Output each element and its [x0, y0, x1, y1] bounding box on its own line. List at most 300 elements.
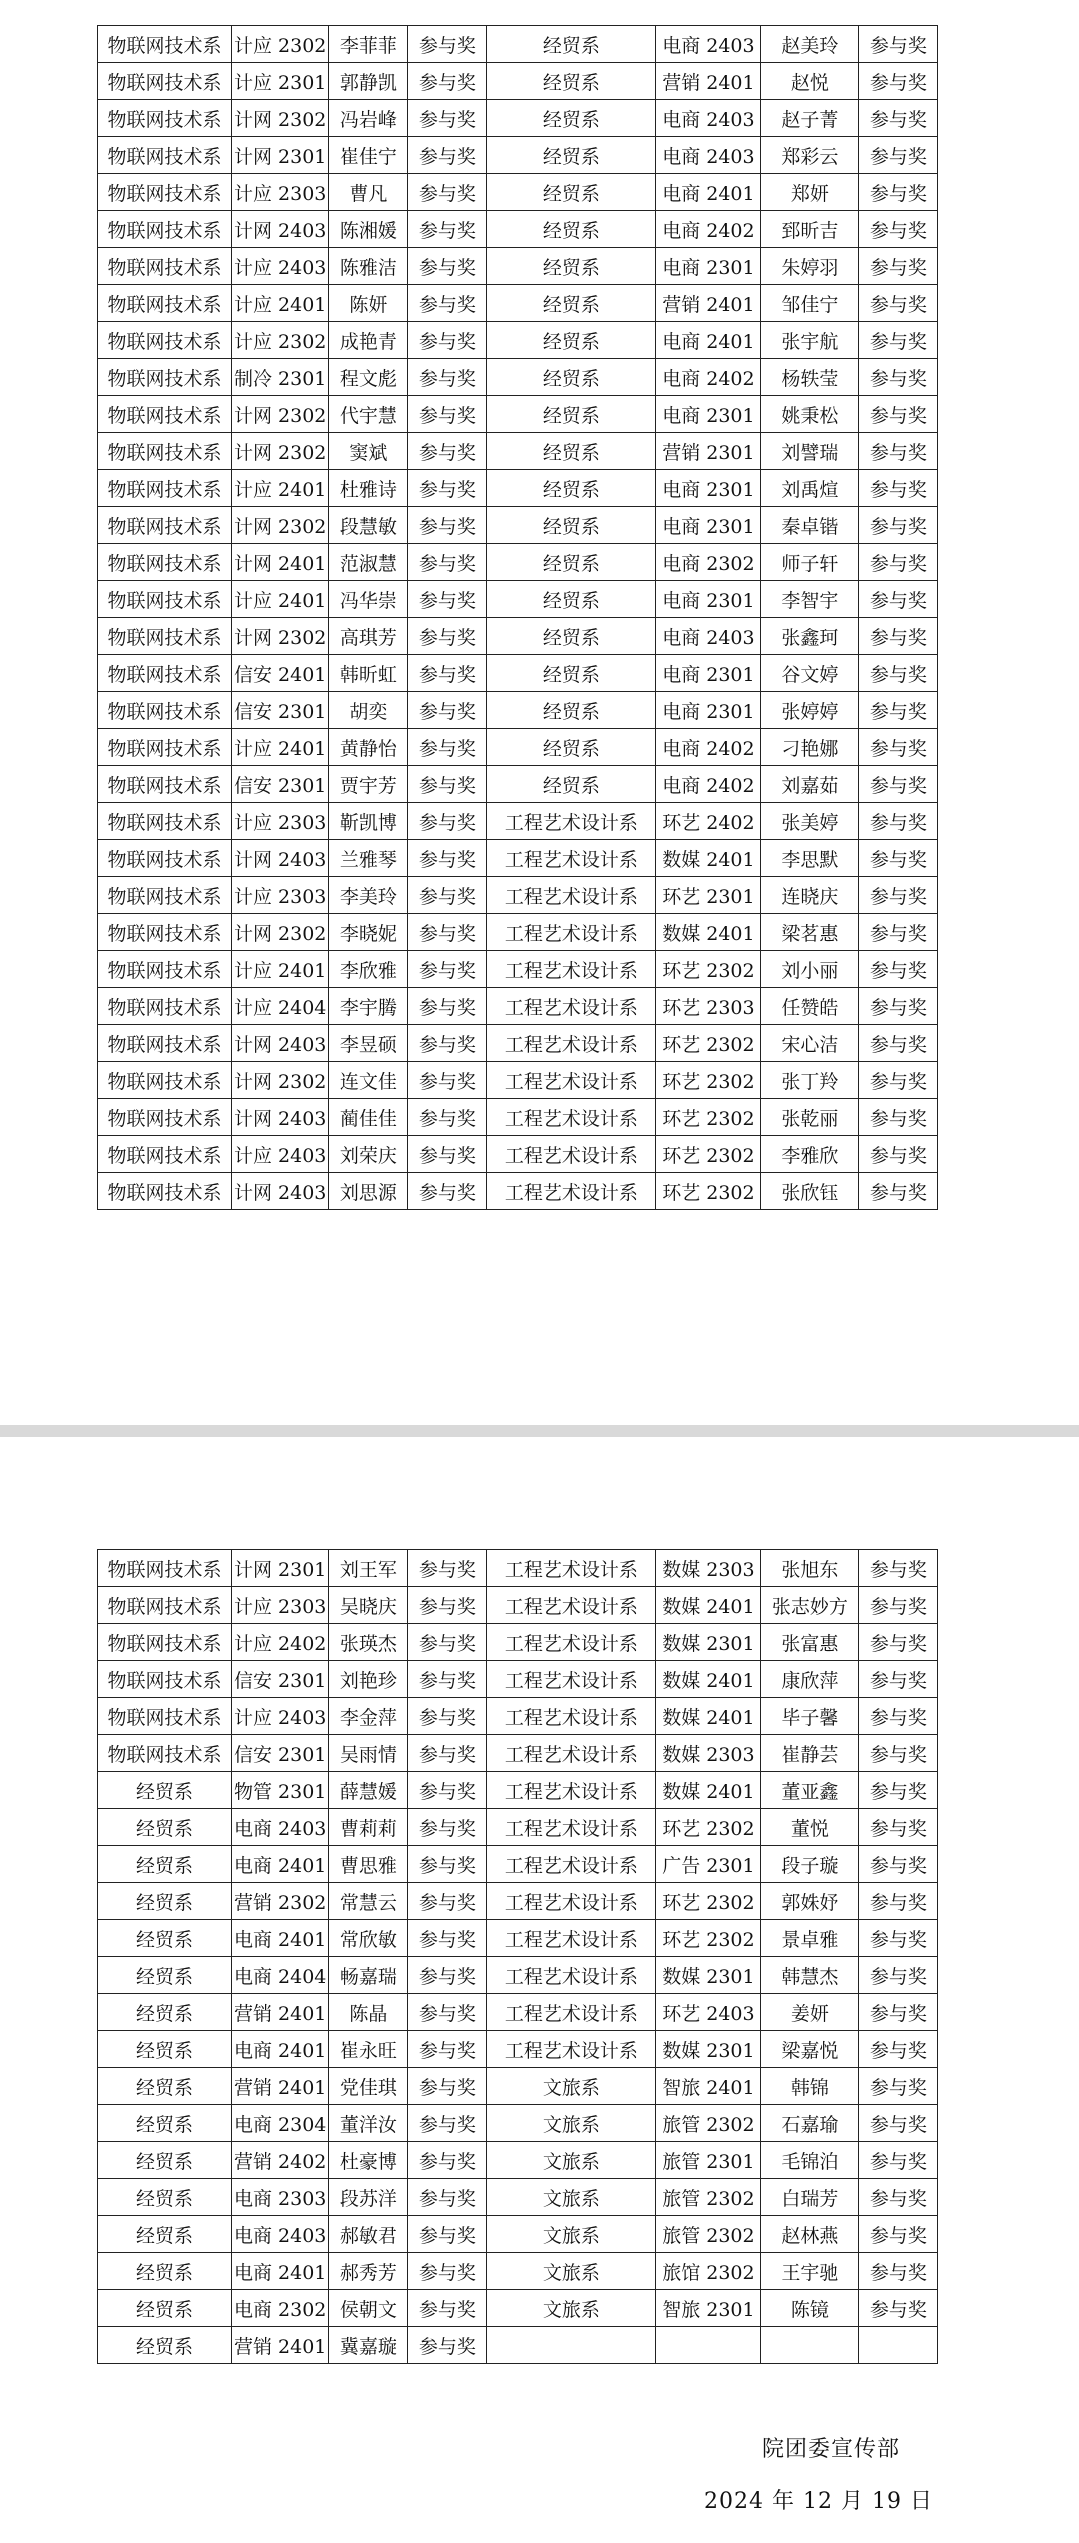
- table-cell: 参与奖: [408, 988, 487, 1025]
- table-cell: 制冷 2301: [232, 359, 329, 396]
- table-cell: 连文佳: [329, 1062, 408, 1099]
- table-cell: 陈湘媛: [329, 211, 408, 248]
- table-row: [98, 581, 938, 618]
- table-cell: 张乾丽: [761, 1099, 859, 1136]
- table-cell: 工程艺术设计系: [487, 1624, 656, 1661]
- table-cell: 刘荣庆: [329, 1136, 408, 1173]
- table-cell: 经贸系: [487, 655, 656, 692]
- table-cell: 参与奖: [859, 2068, 938, 2105]
- table-cell: 电商 2401: [656, 174, 761, 211]
- table-cell: 白瑞芳: [761, 2179, 859, 2216]
- table-cell: 曹凡: [329, 174, 408, 211]
- table-cell: 朱婷羽: [761, 248, 859, 285]
- table-cell: 韩昕虹: [329, 655, 408, 692]
- table-cell: 电商 2404: [232, 1957, 329, 1994]
- table-cell: 参与奖: [859, 1624, 938, 1661]
- table-cell: 经贸系: [487, 581, 656, 618]
- table-cell: 参与奖: [859, 2253, 938, 2290]
- table-cell: 张富惠: [761, 1624, 859, 1661]
- table-cell: 常慧云: [329, 1883, 408, 1920]
- table-cell: 物联网技术系: [98, 507, 232, 544]
- table-cell: 数媒 2303: [656, 1550, 761, 1587]
- table-cell: 康欣萍: [761, 1661, 859, 1698]
- table-cell: 师子轩: [761, 544, 859, 581]
- table-cell: 冯华崇: [329, 581, 408, 618]
- table-cell: 工程艺术设计系: [487, 1550, 656, 1587]
- award-list-page-2: [0, 1437, 1079, 2543]
- table-cell: 参与奖: [408, 618, 487, 655]
- table-row: [98, 1735, 938, 1772]
- table-cell: 参与奖: [859, 1772, 938, 1809]
- table-cell: 营销 2302: [232, 1883, 329, 1920]
- table-cell: 物联网技术系: [98, 322, 232, 359]
- table-cell: 经贸系: [487, 285, 656, 322]
- table-cell: 窦斌: [329, 433, 408, 470]
- table-cell: 参与奖: [408, 914, 487, 951]
- table-cell: 物联网技术系: [98, 359, 232, 396]
- table-cell: 工程艺术设计系: [487, 1025, 656, 1062]
- table-cell: 电商 2301: [656, 248, 761, 285]
- table-cell: 参与奖: [408, 692, 487, 729]
- table-cell: 经贸系: [487, 174, 656, 211]
- table-cell: 数媒 2401: [656, 914, 761, 951]
- table-cell: 计网 2403: [232, 211, 329, 248]
- table-cell: 物联网技术系: [98, 1173, 232, 1210]
- table-cell: 计应 2401: [232, 581, 329, 618]
- table-cell: 环艺 2301: [656, 877, 761, 914]
- table-cell: 数媒 2401: [656, 840, 761, 877]
- award-table-page-1-body: [98, 26, 938, 1210]
- table-cell: 郭静凯: [329, 63, 408, 100]
- table-cell: 宋心洁: [761, 1025, 859, 1062]
- table-cell: 物联网技术系: [98, 100, 232, 137]
- table-cell: 参与奖: [859, 1173, 938, 1210]
- table-cell: 参与奖: [859, 1957, 938, 1994]
- table-cell: 张婷婷: [761, 692, 859, 729]
- table-cell: 参与奖: [859, 692, 938, 729]
- table-cell: 工程艺术设计系: [487, 951, 656, 988]
- table-cell: 物联网技术系: [98, 692, 232, 729]
- table-cell: 物联网技术系: [98, 951, 232, 988]
- table-cell: 经贸系: [487, 137, 656, 174]
- table-row: [98, 840, 938, 877]
- table-cell: 工程艺术设计系: [487, 1173, 656, 1210]
- table-cell: 参与奖: [408, 1846, 487, 1883]
- table-cell: 参与奖: [859, 2290, 938, 2327]
- table-cell: 物联网技术系: [98, 544, 232, 581]
- table-cell: 物联网技术系: [98, 988, 232, 1025]
- table-row: [98, 951, 938, 988]
- table-cell: 计网 2302: [232, 100, 329, 137]
- table-cell: 石嘉瑜: [761, 2105, 859, 2142]
- table-cell: 胡奕: [329, 692, 408, 729]
- table-cell: 郅昕吉: [761, 211, 859, 248]
- table-cell: 参与奖: [859, 1994, 938, 2031]
- table-cell: 电商 2403: [232, 1809, 329, 1846]
- table-cell: 工程艺术设计系: [487, 1698, 656, 1735]
- table-cell: 经贸系: [98, 1846, 232, 1883]
- table-cell: 吴雨情: [329, 1735, 408, 1772]
- table-cell: 参与奖: [408, 1099, 487, 1136]
- table-cell: 电商 2302: [232, 2290, 329, 2327]
- table-row: [98, 174, 938, 211]
- table-cell: 电商 2402: [656, 766, 761, 803]
- table-cell: 李昱硕: [329, 1025, 408, 1062]
- table-cell: 物管 2301: [232, 1772, 329, 1809]
- table-row: [98, 655, 938, 692]
- table-cell: 冀嘉璇: [329, 2327, 408, 2364]
- table-cell: 智旅 2401: [656, 2068, 761, 2105]
- table-row: [98, 1624, 938, 1661]
- table-cell: 参与奖: [859, 655, 938, 692]
- table-cell: 数媒 2301: [656, 1957, 761, 1994]
- table-cell: 物联网技术系: [98, 840, 232, 877]
- table-row: [98, 2105, 938, 2142]
- table-cell: 参与奖: [859, 1099, 938, 1136]
- table-cell: 旅管 2302: [656, 2179, 761, 2216]
- table-cell: 文旅系: [487, 2179, 656, 2216]
- table-cell: 经贸系: [98, 2068, 232, 2105]
- table-cell: 经贸系: [98, 1809, 232, 1846]
- table-cell: 电商 2403: [656, 137, 761, 174]
- table-row: [98, 2142, 938, 2179]
- table-cell: 参与奖: [408, 26, 487, 63]
- table-row: [98, 1025, 938, 1062]
- table-cell: 物联网技术系: [98, 1062, 232, 1099]
- table-cell: 参与奖: [859, 1920, 938, 1957]
- table-cell: 计网 2302: [232, 507, 329, 544]
- table-cell: 工程艺术设计系: [487, 803, 656, 840]
- table-cell: 毛锦泊: [761, 2142, 859, 2179]
- table-cell: 旅管 2301: [656, 2142, 761, 2179]
- table-cell: 物联网技术系: [98, 174, 232, 211]
- table-cell: 电商 2401: [656, 322, 761, 359]
- table-cell: 参与奖: [859, 396, 938, 433]
- table-row: [98, 470, 938, 507]
- table-cell: 文旅系: [487, 2216, 656, 2253]
- table-cell: 营销 2401: [656, 63, 761, 100]
- table-cell: 参与奖: [859, 581, 938, 618]
- table-cell: 经贸系: [98, 2105, 232, 2142]
- table-cell: 参与奖: [408, 803, 487, 840]
- table-cell: 刘小丽: [761, 951, 859, 988]
- table-row: [98, 1173, 938, 1210]
- table-cell: 经贸系: [487, 618, 656, 655]
- table-cell: 计网 2302: [232, 1062, 329, 1099]
- table-row: [98, 322, 938, 359]
- table-cell: 物联网技术系: [98, 211, 232, 248]
- table-cell: 信安 2301: [232, 766, 329, 803]
- table-cell: 物联网技术系: [98, 396, 232, 433]
- table-cell: 赵林燕: [761, 2216, 859, 2253]
- table-cell: 杨轶莹: [761, 359, 859, 396]
- table-cell: 成艳青: [329, 322, 408, 359]
- table-cell: 电商 2301: [656, 396, 761, 433]
- table-cell: [859, 2327, 938, 2364]
- table-cell: 营销 2401: [232, 1994, 329, 2031]
- table-cell: 计网 2301: [232, 1550, 329, 1587]
- table-cell: 经贸系: [487, 766, 656, 803]
- table-cell: 崔永旺: [329, 2031, 408, 2068]
- table-cell: 电商 2402: [656, 729, 761, 766]
- table-cell: 参与奖: [859, 285, 938, 322]
- table-cell: 参与奖: [408, 1883, 487, 1920]
- table-row: [98, 507, 938, 544]
- table-cell: 工程艺术设计系: [487, 1587, 656, 1624]
- table-cell: 计应 2303: [232, 877, 329, 914]
- table-cell: 参与奖: [859, 1698, 938, 1735]
- table-cell: 物联网技术系: [98, 1587, 232, 1624]
- table-cell: 信安 2301: [232, 692, 329, 729]
- table-cell: 计网 2302: [232, 914, 329, 951]
- table-cell: 工程艺术设计系: [487, 1099, 656, 1136]
- table-cell: 参与奖: [408, 1025, 487, 1062]
- table-cell: 经贸系: [98, 2327, 232, 2364]
- table-cell: 参与奖: [408, 1698, 487, 1735]
- table-cell: 李菲菲: [329, 26, 408, 63]
- table-cell: 营销 2401: [232, 2068, 329, 2105]
- table-row: [98, 2179, 938, 2216]
- table-cell: 工程艺术设计系: [487, 877, 656, 914]
- table-cell: 董悦: [761, 1809, 859, 1846]
- table-cell: [656, 2327, 761, 2364]
- table-cell: 计应 2403: [232, 1136, 329, 1173]
- table-cell: 电商 2402: [656, 359, 761, 396]
- table-cell: 参与奖: [408, 174, 487, 211]
- table-cell: 工程艺术设计系: [487, 1883, 656, 1920]
- table-cell: 参与奖: [859, 803, 938, 840]
- table-row: [98, 248, 938, 285]
- table-cell: 参与奖: [859, 914, 938, 951]
- table-cell: 参与奖: [408, 766, 487, 803]
- table-cell: 参与奖: [408, 2290, 487, 2327]
- table-row: [98, 803, 938, 840]
- award-table-page-1: [97, 25, 938, 1210]
- table-cell: 段慧敏: [329, 507, 408, 544]
- table-cell: 李欣雅: [329, 951, 408, 988]
- table-cell: 任赞皓: [761, 988, 859, 1025]
- table-cell: 营销 2301: [656, 433, 761, 470]
- table-row: [98, 1099, 938, 1136]
- table-cell: 参与奖: [859, 2142, 938, 2179]
- table-cell: 刘禹煊: [761, 470, 859, 507]
- table-cell: 参与奖: [859, 1661, 938, 1698]
- table-cell: 参与奖: [859, 1136, 938, 1173]
- table-cell: 李金萍: [329, 1698, 408, 1735]
- table-cell: 工程艺术设计系: [487, 1846, 656, 1883]
- table-cell: 秦卓锴: [761, 507, 859, 544]
- table-cell: 李思默: [761, 840, 859, 877]
- table-cell: 物联网技术系: [98, 137, 232, 174]
- table-cell: 经贸系: [487, 63, 656, 100]
- table-cell: 张丁羚: [761, 1062, 859, 1099]
- table-cell: 物联网技术系: [98, 729, 232, 766]
- table-cell: 参与奖: [859, 2105, 938, 2142]
- table-cell: 参与奖: [408, 2216, 487, 2253]
- table-cell: 刁艳娜: [761, 729, 859, 766]
- table-cell: 电商 2302: [656, 544, 761, 581]
- table-cell: 经贸系: [487, 396, 656, 433]
- table-cell: 范淑慧: [329, 544, 408, 581]
- table-cell: 参与奖: [408, 137, 487, 174]
- table-cell: 经贸系: [98, 1772, 232, 1809]
- table-cell: 常欣敏: [329, 1920, 408, 1957]
- table-cell: 旅馆 2302: [656, 2253, 761, 2290]
- table-cell: 数媒 2401: [656, 1772, 761, 1809]
- table-cell: 环艺 2302: [656, 1920, 761, 1957]
- table-cell: 参与奖: [859, 1062, 938, 1099]
- table-row: [98, 2290, 938, 2327]
- table-cell: 参与奖: [859, 729, 938, 766]
- table-cell: 经贸系: [98, 1957, 232, 1994]
- table-cell: 电商 2301: [656, 655, 761, 692]
- table-cell: 信安 2301: [232, 1661, 329, 1698]
- table-cell: 参与奖: [859, 100, 938, 137]
- table-cell: 物联网技术系: [98, 766, 232, 803]
- table-cell: 物联网技术系: [98, 1624, 232, 1661]
- table-cell: 参与奖: [859, 2031, 938, 2068]
- table-cell: 参与奖: [408, 1661, 487, 1698]
- table-cell: 电商 2401: [232, 2253, 329, 2290]
- table-cell: 工程艺术设计系: [487, 1994, 656, 2031]
- table-cell: 环艺 2302: [656, 1062, 761, 1099]
- table-row: [98, 63, 938, 100]
- table-cell: 参与奖: [408, 1587, 487, 1624]
- issuing-organization: 院团委宣传部: [762, 2437, 901, 2462]
- table-cell: 电商 2403: [656, 26, 761, 63]
- table-row: [98, 2031, 938, 2068]
- table-cell: 参与奖: [408, 396, 487, 433]
- table-cell: 营销 2401: [232, 2327, 329, 2364]
- table-cell: 参与奖: [859, 1809, 938, 1846]
- table-cell: 经贸系: [487, 470, 656, 507]
- table-cell: 张美婷: [761, 803, 859, 840]
- table-cell: 刘艳珍: [329, 1661, 408, 1698]
- table-cell: 李雅欣: [761, 1136, 859, 1173]
- table-cell: 参与奖: [859, 2216, 938, 2253]
- table-cell: 参与奖: [859, 877, 938, 914]
- table-cell: 董洋汝: [329, 2105, 408, 2142]
- table-cell: 工程艺术设计系: [487, 1809, 656, 1846]
- table-cell: 经贸系: [487, 692, 656, 729]
- table-cell: 营销 2401: [656, 285, 761, 322]
- table-cell: 参与奖: [408, 1550, 487, 1587]
- table-cell: 计应 2303: [232, 174, 329, 211]
- table-row: [98, 1136, 938, 1173]
- table-cell: 参与奖: [408, 877, 487, 914]
- table-cell: 陈雅洁: [329, 248, 408, 285]
- issue-date: 2024 年 12 月 19 日: [704, 2489, 933, 2514]
- table-cell: 参与奖: [408, 211, 487, 248]
- table-cell: 广告 2301: [656, 1846, 761, 1883]
- table-cell: 王宇驰: [761, 2253, 859, 2290]
- table-cell: 工程艺术设计系: [487, 914, 656, 951]
- table-cell: 计应 2401: [232, 729, 329, 766]
- table-row: [98, 396, 938, 433]
- table-cell: 参与奖: [859, 2179, 938, 2216]
- table-cell: 韩慧杰: [761, 1957, 859, 1994]
- table-cell: 工程艺术设计系: [487, 2031, 656, 2068]
- table-cell: 经贸系: [98, 1920, 232, 1957]
- table-cell: 环艺 2303: [656, 988, 761, 1025]
- table-cell: 经贸系: [487, 248, 656, 285]
- table-cell: 程文彪: [329, 359, 408, 396]
- table-row: [98, 1698, 938, 1735]
- table-cell: 营销 2402: [232, 2142, 329, 2179]
- table-cell: 韩锦: [761, 2068, 859, 2105]
- table-cell: 电商 2301: [656, 581, 761, 618]
- table-cell: 张旭东: [761, 1550, 859, 1587]
- table-cell: 冯岩峰: [329, 100, 408, 137]
- table-cell: 贾宇芳: [329, 766, 408, 803]
- table-row: [98, 618, 938, 655]
- table-cell: 数媒 2401: [656, 1698, 761, 1735]
- table-cell: 崔静芸: [761, 1735, 859, 1772]
- table-cell: 物联网技术系: [98, 914, 232, 951]
- table-cell: 梁嘉悦: [761, 2031, 859, 2068]
- table-row: [98, 1846, 938, 1883]
- table-row: [98, 2327, 938, 2364]
- table-cell: 张瑛杰: [329, 1624, 408, 1661]
- table-cell: 参与奖: [408, 1735, 487, 1772]
- table-cell: 物联网技术系: [98, 248, 232, 285]
- table-cell: 参与奖: [408, 1920, 487, 1957]
- table-cell: 连晓庆: [761, 877, 859, 914]
- table-row: [98, 100, 938, 137]
- table-cell: 经贸系: [487, 211, 656, 248]
- table-cell: 电商 2402: [656, 211, 761, 248]
- table-cell: 参与奖: [408, 507, 487, 544]
- table-cell: 杜豪博: [329, 2142, 408, 2179]
- table-row: [98, 1550, 938, 1587]
- table-cell: 环艺 2402: [656, 803, 761, 840]
- table-cell: 参与奖: [859, 766, 938, 803]
- table-row: [98, 729, 938, 766]
- table-cell: 参与奖: [408, 359, 487, 396]
- table-cell: 电商 2301: [656, 692, 761, 729]
- table-cell: 计网 2302: [232, 618, 329, 655]
- table-cell: 经贸系: [98, 2142, 232, 2179]
- table-cell: 陈晶: [329, 1994, 408, 2031]
- table-cell: 环艺 2302: [656, 1025, 761, 1062]
- table-cell: 刘譬瑞: [761, 433, 859, 470]
- table-row: [98, 1062, 938, 1099]
- table-cell: 工程艺术设计系: [487, 840, 656, 877]
- table-cell: 物联网技术系: [98, 433, 232, 470]
- table-cell: 参与奖: [408, 2327, 487, 2364]
- table-row: [98, 2068, 938, 2105]
- table-cell: 环艺 2302: [656, 1099, 761, 1136]
- table-cell: 蔺佳佳: [329, 1099, 408, 1136]
- table-cell: 刘思源: [329, 1173, 408, 1210]
- table-cell: 数媒 2301: [656, 1624, 761, 1661]
- table-cell: 刘嘉茹: [761, 766, 859, 803]
- table-cell: 毕子馨: [761, 1698, 859, 1735]
- table-cell: 李美玲: [329, 877, 408, 914]
- table-cell: 参与奖: [859, 470, 938, 507]
- table-cell: 张志妙方: [761, 1587, 859, 1624]
- table-cell: 参与奖: [859, 507, 938, 544]
- table-row: [98, 766, 938, 803]
- table-row: [98, 211, 938, 248]
- table-cell: 电商 2301: [656, 470, 761, 507]
- table-cell: 物联网技术系: [98, 581, 232, 618]
- table-cell: 电商 2403: [656, 618, 761, 655]
- table-cell: 文旅系: [487, 2068, 656, 2105]
- table-cell: 李宇腾: [329, 988, 408, 1025]
- table-cell: 参与奖: [408, 100, 487, 137]
- table-cell: 郝敏君: [329, 2216, 408, 2253]
